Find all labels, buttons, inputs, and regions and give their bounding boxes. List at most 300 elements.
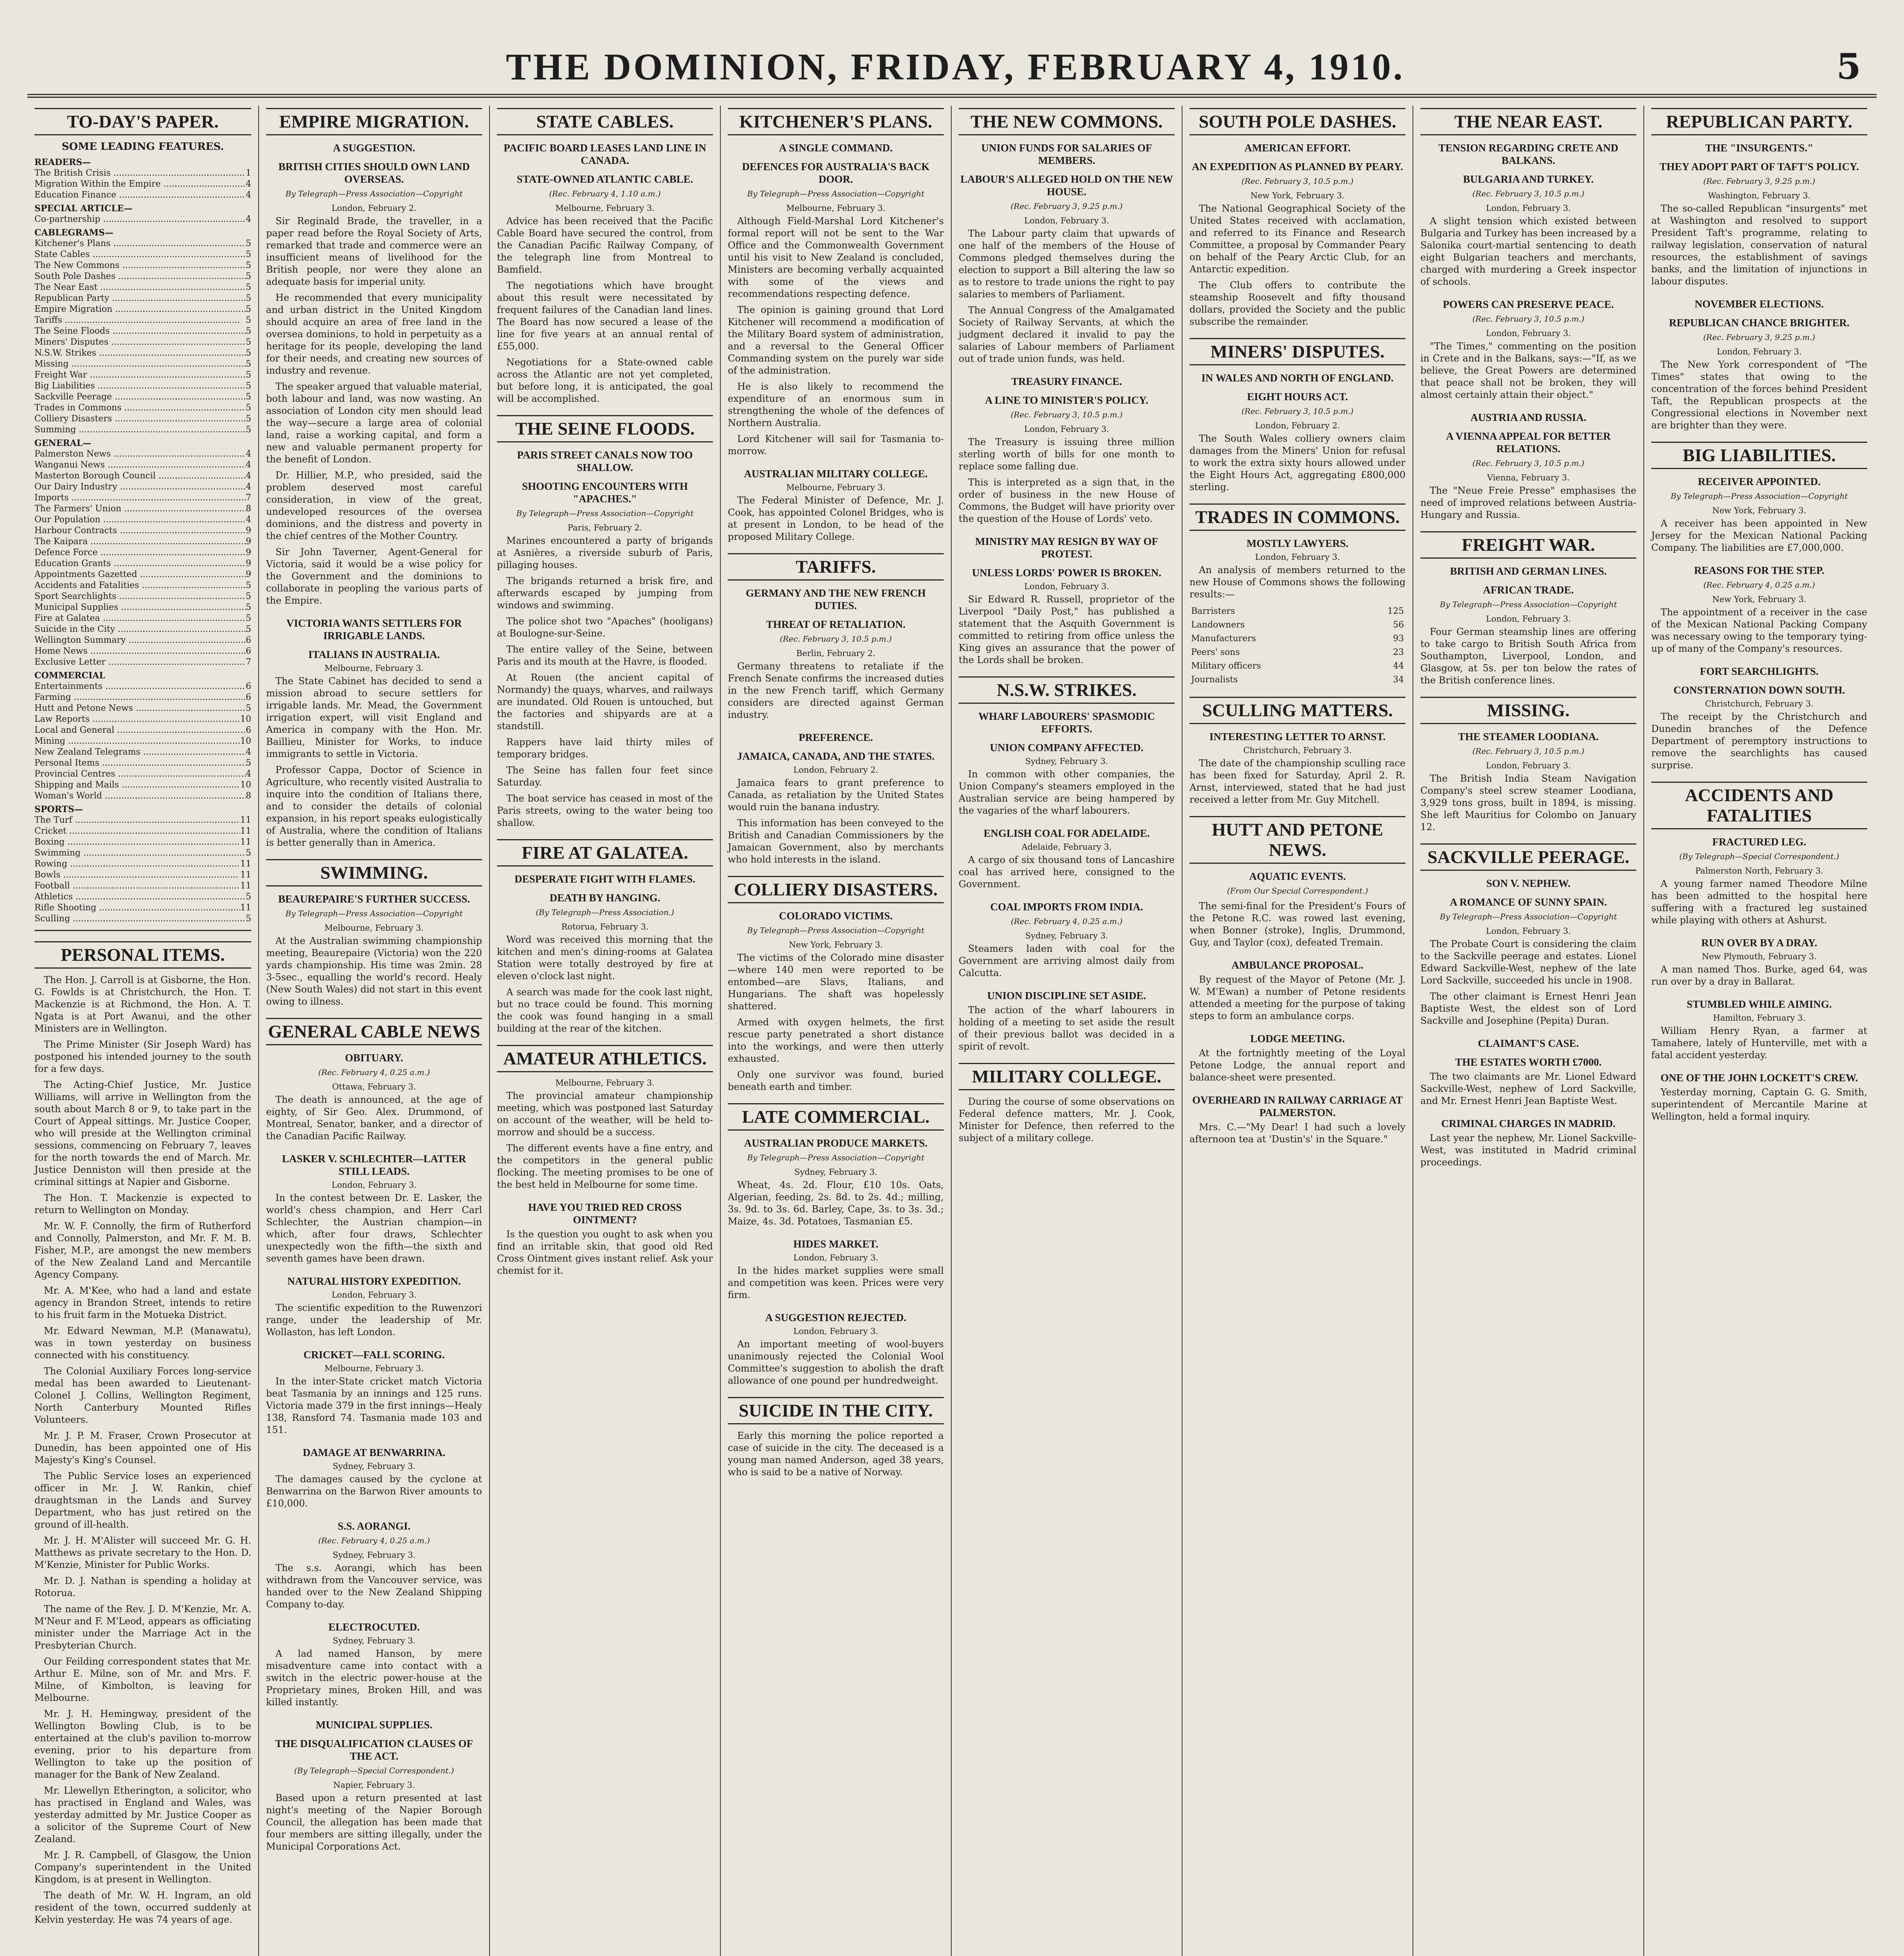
article-subhead: A SUGGESTION. <box>333 142 416 154</box>
contents-entry-title: Rifle Shooting ..... <box>34 902 240 913</box>
contents-entry <box>34 646 251 657</box>
contents-entry-title: Mining ..... <box>34 736 240 747</box>
contents-entry-page: 5 <box>246 425 251 435</box>
wire-credit: (By Telegraph—Special Correspondent.) <box>1679 852 1839 861</box>
dateline: Christchurch, February 3. <box>1705 699 1814 708</box>
contents-entry <box>34 337 251 348</box>
column-3 <box>489 106 720 1956</box>
article-subhead: UNION DISCIPLINE SET ASIDE. <box>987 990 1146 1001</box>
article <box>497 415 713 829</box>
contents-entry-page: 6 <box>246 635 251 645</box>
contents-entry-title: Accidents and Fatalities ..... <box>34 580 246 591</box>
article-paragraph: The Prime Minister (Sir Joseph Ward) has postponed his intended journey to the south for a few days. <box>34 1039 251 1074</box>
article <box>959 827 1175 890</box>
article-paragraph: Mr. J. H. M'Alister will succeed Mr. G. H. Matthews as private secretary to the Hon. D. M'Kenzie, Minister for Public Works. <box>34 1535 251 1570</box>
article-subhead-secondary: UNLESS LORDS' POWER IS BROKEN. <box>972 567 1161 579</box>
contents-entry-page: 6 <box>246 681 251 691</box>
dateline: London, February 3. <box>331 1290 417 1300</box>
article-paragraph: Although Field-Marshal Lord Kitchener's formal report will not be sent to the War Office and the Commonwealth Government until his visit to New Zealand is concluded, Ministers are becoming verbally acquainted with some of the views and recommendations respecting defence. <box>728 216 944 299</box>
contents-entry-page: 11 <box>240 903 251 913</box>
article <box>497 1045 713 1191</box>
article-subhead: FRACTURED LEG. <box>1712 836 1807 848</box>
dateline: London, February 2. <box>793 765 878 775</box>
contents-entry-title: Our Dairy Industry ..... <box>34 482 246 493</box>
article-subhead: RECEIVER APPOINTED. <box>1698 476 1821 487</box>
article <box>1420 531 1636 687</box>
contents-category: GENERAL— <box>34 438 92 448</box>
article-paragraph: The Hon. J. Carroll is at Gisborne, the Hon. G. Fowlds is at Christchurch, the Hon. T. Mackenzie is at Richmond, the Hon. A. T. Ngata is at Port Awanui, and the other Ministers are in Wellington. <box>34 974 251 1034</box>
article-paragraph: The negotiations which have brought about this result were necessitated by frequent failures of the Canadian land lines. The Board has now secured a lease of the line for five years at an annual rental of £55,000. <box>497 280 713 352</box>
article-subhead-secondary: A VIENNA APPEAL FOR BETTER RELATIONS. <box>1446 430 1611 455</box>
contents-entry-title: Wanganui News ..... <box>34 460 246 471</box>
article-headline: HUTT AND PETONE NEWS. <box>1190 816 1406 864</box>
article-paragraph: Mr. A. M'Kee, who had a land and estate agency in Brandon Street, intends to retire to his fruit farm in the Motueka District. <box>34 1285 251 1320</box>
article-headline: AMATEUR ATHLETICS. <box>497 1045 713 1072</box>
dateline: New York, February 3. <box>1712 595 1807 604</box>
article-paragraph: The opinion is gaining ground that Lord Kitchener will recommend a modification of the Military Board system of administration, and a reversal to the General Officer Commanding system on the purely war side of the administration. <box>728 304 944 376</box>
contents-entry-title: Hutt and Petone News ..... <box>34 703 246 714</box>
article-paragraph: The Annual Congress of the Amalgamated Society of Railway Servants, at which the judgment declared it invalid to pay the salaries of Labour members of Parliament out of trade union funds, was held. <box>959 305 1175 364</box>
dateline: London, February 3. <box>793 1327 878 1336</box>
contents-entry <box>34 870 251 881</box>
table-row <box>1190 618 1406 632</box>
article-paragraph: The scientific expedition to the Ruwenzori range, under the leadership of Mr. Wollaston, has left London. <box>266 1302 482 1338</box>
contents-entry-title: Tariffs ..... <box>34 315 240 326</box>
article <box>728 876 944 1093</box>
contents-entry-page: 4 <box>246 179 251 189</box>
dateline: London, February 3. <box>1486 614 1571 624</box>
wire-credit: By Telegraph—Press Association—Copyright <box>1440 912 1617 921</box>
article-subhead: WHARF LABOURERS' SPASMODIC EFFORTS. <box>978 710 1155 735</box>
contents-entry <box>34 848 251 859</box>
article-paragraph: The State Cabinet has decided to send a mission abroad to secure settlers for irrigable lands. Mr. Mead, the Government irrigation expert, will visit England and America in company with the Hon. Mr. Baillieu, Minister for Works, to induce immigrants to settle in Victoria. <box>266 676 482 759</box>
contents-entry <box>34 359 251 370</box>
contents-entry-page: 5 <box>246 293 251 303</box>
contents-entry <box>34 482 251 493</box>
article <box>728 108 944 457</box>
contents-entry-title: Shipping and Mails ..... <box>34 780 240 791</box>
article-subhead-secondary: DEFENCES FOR AUSTRALIA'S BACK DOOR. <box>742 161 930 185</box>
wire-credit: By Telegraph—Press Association—Copyright <box>285 189 463 198</box>
article-subhead: INTERESTING LETTER TO ARNST. <box>1209 731 1386 742</box>
article-subhead-secondary: EIGHT HOURS ACT. <box>1247 391 1348 403</box>
dateline: Ottawa, February 3. <box>332 1082 416 1091</box>
contents-entry-title: Athletics ..... <box>34 892 246 902</box>
contents-entry-page: 6 <box>246 646 251 656</box>
statistics-table <box>1190 604 1406 687</box>
wire-credit: (By Telegraph—Press Association.) <box>536 908 674 917</box>
dateline: Sydney, February 3. <box>1025 931 1109 940</box>
article <box>1651 108 1867 288</box>
contents-entry-page: 4 <box>246 515 251 525</box>
contents-entry-page: 5 <box>246 403 251 413</box>
wire-credit: (Rec. February 3, 10.5 p.m.) <box>1241 406 1354 416</box>
article-paragraph: Dr. Hillier, M.P., who presided, said the problem deserved most careful consideration, in view of the great, undeveloped resources of the oversea dominions, and the distress and poverty in the chief centres of the Mother Country. <box>266 470 482 541</box>
dateline: New York, February 3. <box>1250 191 1345 200</box>
table-cell-value: 34 <box>1393 675 1404 685</box>
columns <box>27 106 1877 1956</box>
contents-entry-title: State Cables ..... <box>34 249 246 260</box>
dateline: New York, February 3. <box>788 940 883 949</box>
contents-entry <box>34 635 251 646</box>
contents-entry <box>34 503 251 514</box>
contents-entry <box>34 293 251 304</box>
wire-credit: (Rec. February 4, 0.25 a.m.) <box>318 1068 430 1077</box>
article-subhead: POWERS CAN PRESERVE PEACE. <box>1443 298 1614 310</box>
contents-entry <box>34 536 251 547</box>
article-paragraph: Word was received this morning that the kitchen and men's dining-rooms at Galatea Station were totally destroyed by fire at eleven o'clock last night. <box>497 934 713 982</box>
contents-entry-title: Co-partnership ..... <box>34 214 246 225</box>
article-subhead-secondary: AN EXPEDITION AS PLANNED BY PEARY. <box>1191 161 1404 173</box>
article-subhead: CRIMINAL CHARGES IN MADRID. <box>1441 1118 1616 1129</box>
contents-entry-page: 5 <box>246 348 251 358</box>
contents-entry-title: Defence Force ..... <box>34 547 246 558</box>
article-subhead-secondary: BULGARIA AND TURKEY. <box>1463 173 1594 185</box>
article-subhead: VICTORIA WANTS SETTLERS FOR IRRIGABLE LANDS. <box>286 617 462 642</box>
article-paragraph: He is also likely to recommend the expenditure of an enormous sum in strengthening the whole of the defences of Northern Australia. <box>728 381 944 428</box>
article-subhead: DESPERATE FIGHT WITH FLAMES. <box>514 873 696 885</box>
table-cell-value: 93 <box>1393 634 1404 644</box>
article-subhead: AMERICAN EFFORT. <box>1244 142 1351 154</box>
article-paragraph: The different events have a fine entry, and the competitors in the general public flocking. The meeting promises to be one of the best held in Melbourne for some time. <box>497 1143 713 1190</box>
article-subhead-secondary: AFRICAN TRADE. <box>1483 584 1574 596</box>
article-subhead: BRITISH AND GERMAN LINES. <box>1450 565 1607 577</box>
article-paragraph: Mr. J. H. Hemingway, president of the Wellington Bowling Club, is to be entertained at the club's pavilion to-morrow evening, prior to his departure from Wellington to take up the position of manager for the Bank of New Zealand. <box>34 1708 251 1780</box>
article-paragraph: The appointment of a receiver in the case of the Mexican National Packing Company was necessary owing to the temporary tying-up of many of the Company's resources. <box>1651 607 1867 654</box>
contents-entry <box>34 392 251 403</box>
article <box>959 535 1175 666</box>
article <box>1651 665 1867 771</box>
article-subhead: BEAUREPAIRE'S FURTHER SUCCESS. <box>278 893 470 905</box>
contents-entry <box>34 547 251 558</box>
article-paragraph: Professor Cappa, Doctor of Science in Agriculture, who recently visited Australia to inquire into the condition of Italians there, and to consider the details of colonial expansion, in his report speaks eulogistically of Australia, where the condition of Italians is better generally than in America. <box>266 764 482 848</box>
article <box>959 375 1175 525</box>
article-paragraph: Lord Kitchener will sail for Tasmania to-morrow. <box>728 433 944 457</box>
wire-credit: (Rec. February 3, 9.25 p.m.) <box>1010 201 1123 211</box>
contents-entry-title: The Kaipara ..... <box>34 536 246 547</box>
article-paragraph: The death is announced, at the age of eighty, of Sir Geo. Alex. Drummond, of Montreal, Senator, banker, and a director of the Canadian Pacific Railway. <box>266 1094 482 1142</box>
contents-entry-page: 5 <box>246 624 251 634</box>
article-paragraph: Armed with oxygen helmets, the first rescue party penetrated a short distance into the workings, and were then utterly exhausted. <box>728 1017 944 1064</box>
contents-entry <box>34 249 251 260</box>
article-subhead: PREFERENCE. <box>799 732 873 743</box>
article-paragraph: The "Neue Freie Presse" emphasises the need of improved relations between Austria-Hungary and Russia. <box>1420 485 1636 520</box>
article <box>1651 998 1867 1061</box>
article-subhead: AQUATIC EVENTS. <box>1249 870 1346 882</box>
contents-entry-page: 5 <box>246 326 251 336</box>
article-paragraph: At Rouen (the ancient capital of Normandy) the quays, wharves, and railways are inundated. Old Rouen is untouched, but the factories and shipyards are at a standstill. <box>497 672 713 732</box>
article-subhead: IN WALES AND NORTH OF ENGLAND. <box>1201 372 1394 384</box>
contents-entry-title: Sport Searchlights ..... <box>34 591 246 602</box>
dateline: Sydney, February 3. <box>332 1636 416 1645</box>
article-subhead: OBITUARY. <box>345 1052 403 1064</box>
contents-entry-page: 5 <box>246 914 251 924</box>
contents-entry-page: 11 <box>240 859 251 869</box>
article <box>34 108 251 931</box>
article <box>266 1520 482 1611</box>
dateline: London, February 3. <box>1717 347 1802 356</box>
contents-entry-title: Local and General ..... <box>34 725 246 736</box>
table-row <box>1190 645 1406 659</box>
article-subhead: MOSTLY LAWYERS. <box>1246 538 1349 549</box>
wire-credit: (Rec. February 3, 10.5 p.m.) <box>1472 746 1585 756</box>
contents-entry-title: The Seine Floods ..... <box>34 326 246 337</box>
wire-credit: (Rec. February 3, 9.25 p.m.) <box>1703 176 1816 186</box>
contents-entry-page: 4 <box>246 471 251 481</box>
article <box>1420 108 1636 288</box>
article-headline: BIG LIABILITIES. <box>1651 442 1867 469</box>
contents-entry-page: 5 <box>246 414 251 424</box>
contents-entry-page: 5 <box>246 304 251 314</box>
wire-credit: By Telegraph—Press Association—Copyright <box>747 926 925 935</box>
article-paragraph: Only one survivor was found, buried beneath earth and timber. <box>728 1069 944 1092</box>
article-subhead: STUMBLED WHILE AIMING. <box>1686 998 1832 1010</box>
article-paragraph: The semi-final for the President's Fours of the Petone R.C. was rowed last evening, when Bonner (stroke), Inglis, Drummond, Guy, and Taylor (cox), defeated Tremain. <box>1190 901 1406 948</box>
article-paragraph: Mr. J. P. M. Fraser, Crown Prosecutor at Dunedin, has been appointed one of His Majesty's King's Counsel. <box>34 1430 251 1465</box>
contents-entry-title: Rowing ..... <box>34 859 240 870</box>
article-paragraph: The damages caused by the cyclone at Benwarrina on the Barwon River amounts to £10,000. <box>266 1474 482 1509</box>
article <box>266 1275 482 1338</box>
article <box>266 1018 482 1142</box>
article-paragraph: The action of the wharf labourers in holding of a meeting to set aside the result of their previous ballot was decided in a spirit of revolt. <box>959 1005 1175 1052</box>
article-paragraph: Mrs. C.—"My Dear! I had such a lovely afternoon tea at 'Dustin's' in the Square." <box>1190 1122 1406 1145</box>
article-headline: PERSONAL ITEMS. <box>34 941 251 969</box>
article-subhead: LODGE MEETING. <box>1250 1033 1345 1045</box>
contents-entry <box>34 736 251 747</box>
article-paragraph: The death of Mr. W. H. Ingram, an old resident of the town, occurred suddenly at Kelvin yesterday. He was 74 years of age. <box>34 1890 251 1925</box>
wire-credit: (Rec. February 3, 10.5 p.m.) <box>1472 458 1585 468</box>
article-paragraph: The police shot two "Apaches" (hooligans) at Boulogne-sur-Seine. <box>497 616 713 639</box>
contents-entry <box>34 602 251 613</box>
dateline: New York, February 3. <box>1712 506 1807 515</box>
contents-entry-page: 11 <box>240 881 251 891</box>
wire-credit: (Rec. February 3, 10.5 p.m.) <box>1472 189 1585 198</box>
article <box>1420 1037 1636 1107</box>
article <box>497 108 713 405</box>
contents-entry-page: 11 <box>240 870 251 880</box>
contents-entry-title: The New Commons ..... <box>34 260 246 271</box>
article-subhead: AUSTRALIAN PRODUCE MARKETS. <box>744 1137 928 1149</box>
dateline: London, February 3. <box>793 1253 878 1262</box>
article-subhead: COAL IMPORTS FROM INDIA. <box>990 901 1143 913</box>
article <box>266 1446 482 1510</box>
contents-entry-title: Farming ..... <box>34 692 246 703</box>
contents-entry-title: Law Reports ..... <box>34 714 240 725</box>
contents-entry-page: 5 <box>246 892 251 902</box>
article-paragraph: Based upon a return presented at last night's meeting of the Napier Borough Council, the allegation has been made that four members are sitting illegally, under the Municipal Corporations Act. <box>266 1792 482 1852</box>
article-paragraph: Yesterday morning, Captain G. G. Smith, superintendent of Mercantile Marine at Wellington, held a formal inquiry. <box>1651 1087 1867 1122</box>
contents-entry <box>34 326 251 337</box>
article <box>959 989 1175 1053</box>
contents-entry-page: 8 <box>246 791 251 801</box>
article-headline: TARIFFS. <box>728 553 944 581</box>
article-paragraph: Early this morning the police reported a case of suicide in the city. The deceased is a young man named Anderson, aged 38 years, who is said to be a native of Norway. <box>728 1430 944 1478</box>
dateline: Melbourne, February 3. <box>786 203 885 213</box>
article-paragraph: An important meeting of wool-buyers unanimously rejected the Colonial Wool Committee's suggestion to abolish the draft allowance of one pound per hundredweight. <box>728 1339 944 1386</box>
article <box>959 1063 1175 1144</box>
contents-entry <box>34 558 251 569</box>
article-paragraph: The Labour party claim that upwards of one half of the members of the House of Commons pledged themselves during the election to support a Bill altering the law so as to restore to trade unions the right to pay salaries to members of Parliament. <box>959 228 1175 300</box>
table-cell-label: Barristers <box>1191 606 1235 616</box>
contents-entry-title: Empire Migration ..... <box>34 304 246 315</box>
contents-entry <box>34 381 251 392</box>
article-subhead-secondary: A ROMANCE OF SUNNY SPAIN. <box>1450 896 1607 908</box>
contents-entry-title: Big Liabilities ..... <box>34 381 246 392</box>
article <box>1190 697 1406 806</box>
dateline: Palmerston North, February 3. <box>1695 866 1823 876</box>
article <box>1190 503 1406 687</box>
dateline: London, February 3. <box>1024 216 1109 225</box>
wire-credit: (Rec. February 3, 10.5 p.m.) <box>1472 314 1585 324</box>
article <box>1420 843 1636 1027</box>
contents-entry <box>34 370 251 381</box>
article-subhead: OVERHEARD IN RAILWAY CARRIAGE AT PALMERSTON. <box>1192 1094 1403 1118</box>
contents-entry-page: 10 <box>240 736 251 746</box>
article-headline: SWIMMING. <box>266 859 482 886</box>
contents-entry-title: Appointments Gazetted ..... <box>34 569 246 580</box>
article-subhead-secondary: A LINE TO MINISTER'S POLICY. <box>985 394 1148 406</box>
contents-entry-page: 11 <box>240 837 251 847</box>
contents-entry-title: Kitchener's Plans ..... <box>34 238 246 249</box>
dateline: Vienna, February 3. <box>1487 473 1570 482</box>
article-paragraph: A young farmer named Theodore Milne has been admitted to the hospital here suffering with a fractured leg sustained while playing with others at Ashurst. <box>1651 878 1867 926</box>
article-paragraph: Negotiations for a State-owned cable across the Atlantic are not yet completed, but before long, it is anticipated, the goal will be accomplished. <box>497 357 713 404</box>
dateline: Hamilton, February 3. <box>1713 1013 1806 1023</box>
article-paragraph: Mr. Edward Newman, M.P. (Manawatu), was in town yesterday on business connected with his constituency. <box>34 1325 251 1361</box>
dateline: London, February 3. <box>1486 926 1571 936</box>
contents-entry <box>34 413 251 424</box>
article-subhead-secondary: LABOUR'S ALLEGED HOLD ON THE NEW HOUSE. <box>960 173 1173 198</box>
article-headline: SCULLING MATTERS. <box>1190 697 1406 724</box>
article-subhead: MUNICIPAL SUPPLIES. <box>315 1719 433 1731</box>
article-paragraph: William Henry Ryan, a farmer at Tamahere, lately of Hunterville, met with a fatal accident yesterday. <box>1651 1025 1867 1061</box>
contents-entry-title: The British Crisis ..... <box>34 168 246 179</box>
contents-entry-page: 4 <box>246 460 251 470</box>
column-5 <box>951 106 1182 1956</box>
article-paragraph: Sir Reginald Brade, the traveller, in a paper read before the Royal Society of Arts, remarked that trade and commerce were an insufficient means of livelihood for the British people, nor were they alone an adequate basis for imperial unity. <box>266 216 482 287</box>
contents-entry <box>34 913 251 924</box>
dateline: Melbourne, February 3. <box>324 1364 424 1373</box>
article-headline: FREIGHT WAR. <box>1420 531 1636 559</box>
article-paragraph: Is the question you ought to ask when you find an irritable skin, that good old Red Cross Ointment gives instant relief. Ask your chemist for it. <box>497 1229 713 1276</box>
contents-entry-page: 4 <box>246 214 251 224</box>
contents-entry-title: New Zealand Telegrams ..... <box>34 747 246 758</box>
contents-entry <box>34 714 251 725</box>
wire-credit: (By Telegraph—Special Correspondent.) <box>294 1766 454 1775</box>
contents-entry-page: 5 <box>246 315 251 325</box>
contents-entry <box>34 282 251 293</box>
contents-entry-title: Exclusive Letter ..... <box>34 657 246 668</box>
article-subhead-secondary: JAMAICA, CANADA, AND THE STATES. <box>737 750 935 762</box>
contents-entry-title: Colliery Disasters ..... <box>34 413 246 424</box>
article-paragraph: In common with other companies, the Union Company's steamers employed in the Australian service are being hampered by the vagaries of the wharf labourers. <box>959 769 1175 816</box>
article-paragraph: The boat service has ceased in most of the Paris streets, owing to the water being too shallow. <box>497 793 713 828</box>
wire-credit: By Telegraph—Press Association—Copyright <box>1670 491 1848 501</box>
contents-entry-page: 10 <box>240 780 251 790</box>
contents-category: COMMERCIAL <box>34 671 105 681</box>
contents-entry-title: Municipal Supplies ..... <box>34 602 246 613</box>
table-row <box>1190 632 1406 645</box>
article-headline: THE NEW COMMONS. <box>959 108 1175 135</box>
contents-entry-page: 4 <box>246 747 251 757</box>
contents-entry <box>34 591 251 602</box>
contents-entry-title: Masterton Borough Council ..... <box>34 471 246 482</box>
article-subhead: AUSTRALIAN MILITARY COLLEGE. <box>744 468 928 480</box>
article-subhead: PARIS STREET CANALS NOW TOO SHALLOW. <box>517 449 693 473</box>
article-paragraph: The entire valley of the Seine, between Paris and its mouth at the Havre, is flooded. <box>497 644 713 667</box>
article-subhead-secondary: THE ESTATES WORTH £7000. <box>1455 1056 1602 1068</box>
article-subhead-secondary: BRITISH CITIES SHOULD OWN LAND OVERSEAS. <box>278 161 470 185</box>
contents-entry-page: 9 <box>246 526 251 536</box>
contents-entry-page: 5 <box>246 271 251 281</box>
article-subhead: NATURAL HISTORY EXPEDITION. <box>287 1275 461 1287</box>
article-subhead: AUSTRIA AND RUSSIA. <box>1470 412 1587 423</box>
dateline: Christchurch, February 3. <box>1243 746 1352 755</box>
contents-entry-title: Summing ..... <box>34 424 246 435</box>
article-paragraph: Marines encountered a party of brigands at Asnières, a riverside suburb of Paris, pillaging houses. <box>497 535 713 570</box>
article <box>1651 1071 1867 1123</box>
article-subhead: CLAIMANT'S CASE. <box>1477 1037 1579 1049</box>
article-subhead-secondary: ITALIANS IN AUSTRALIA. <box>308 649 440 660</box>
wire-credit: (Rec. February 4, 0.25 a.m.) <box>1703 580 1815 590</box>
dateline: Melbourne, February 3. <box>324 663 424 673</box>
article <box>266 108 482 607</box>
contents-entry-page: 5 <box>246 758 251 768</box>
article-subhead: NOVEMBER ELECTIONS. <box>1694 298 1824 310</box>
contents-entry-page: 9 <box>246 548 251 557</box>
article <box>959 901 1175 979</box>
dateline: New Plymouth, February 3. <box>1702 952 1817 961</box>
article-subhead: ENGLISH COAL FOR ADELAIDE. <box>983 827 1150 839</box>
contents-entry-title: Cricket ..... <box>34 826 240 837</box>
article-headline: LATE COMMERCIAL. <box>728 1103 944 1131</box>
contents-entry <box>34 657 251 668</box>
contents-entry-title: Wellington Summary ..... <box>34 635 246 646</box>
article-paragraph: The receipt by the Christchurch and Dunedin branches of the Defence Department of peremptory instructions to remove the searchlights has caused surprise. <box>1651 711 1867 771</box>
contents-entry-title: Swimming ..... <box>34 848 246 859</box>
dateline: London, February 3. <box>1024 582 1109 591</box>
article-headline: GENERAL CABLE NEWS <box>266 1018 482 1045</box>
wire-credit: By Telegraph—Press Association—Copyright <box>1440 600 1617 609</box>
contents-entry <box>34 271 251 282</box>
article-subhead: DAMAGE AT BENWARRINA. <box>302 1447 446 1458</box>
article-paragraph: The other claimant is Ernest Henri Jean Baptiste West, the eldest son of Lord Sackville and Josephine (Pepita) Duran. <box>1420 991 1636 1026</box>
contents-entry-page: 1 <box>246 168 251 178</box>
dateline: Melbourne, February 3. <box>786 483 885 492</box>
wire-credit: (Rec. February 3, 9.25 p.m.) <box>1703 333 1816 342</box>
article-subhead: HIDES MARKET. <box>793 1238 878 1250</box>
contents-entry-page: 5 <box>246 239 251 248</box>
article-paragraph: A slight tension which existed between Bulgaria and Turkey has been increased by a Salonika court-martial sentencing to death eight Bulgarian teachers and merchants, charged with murdering a Greek inspector of schools. <box>1420 216 1636 287</box>
article-subhead: ONE OF THE JOHN LOCKETT'S CREW. <box>1660 1072 1858 1084</box>
article-paragraph: Our Feilding correspondent states that Mr. Arthur E. Milne, son of Mr. and Mrs. F. Milne, of Kimbolton, is leaving for Melbourne. <box>34 1656 251 1703</box>
article-headline: N.S.W. STRIKES. <box>959 676 1175 704</box>
article-headline: TO-DAY'S PAPER. <box>34 108 251 135</box>
wire-credit: By Telegraph—Press Association—Copyright <box>516 509 694 518</box>
contents-entry <box>34 179 251 190</box>
contents-entry-page: 5 <box>246 359 251 369</box>
column-4 <box>720 106 951 1956</box>
page-number: 5 <box>1836 46 1861 87</box>
article-paragraph: In the inter-State cricket match Victoria beat Tasmania by an innings and 125 runs. Victoria made 379 in the first innings—Healy 138, Ransford 74. Tasmania made 103 and 151. <box>266 1376 482 1435</box>
article-paragraph: The Probate Court is considering the claim to the Sackville peerage and estates. Lionel Edward Sackville-West, nephew of the late Lord Sackville, succeeded his uncle in 1908. <box>1420 938 1636 986</box>
article-paragraph: Mr. J. R. Campbell, of Glasgow, the Union Company's superintendent in the United Kingdom, is at present in Wellington. <box>34 1850 251 1885</box>
table-cell-value: 125 <box>1388 606 1404 616</box>
contents-entry-title: Football ..... <box>34 881 240 892</box>
contents-entry <box>34 881 251 892</box>
article-subhead: UNION FUNDS FOR SALARIES OF MEMBERS. <box>981 142 1152 166</box>
contents-entry <box>34 514 251 525</box>
